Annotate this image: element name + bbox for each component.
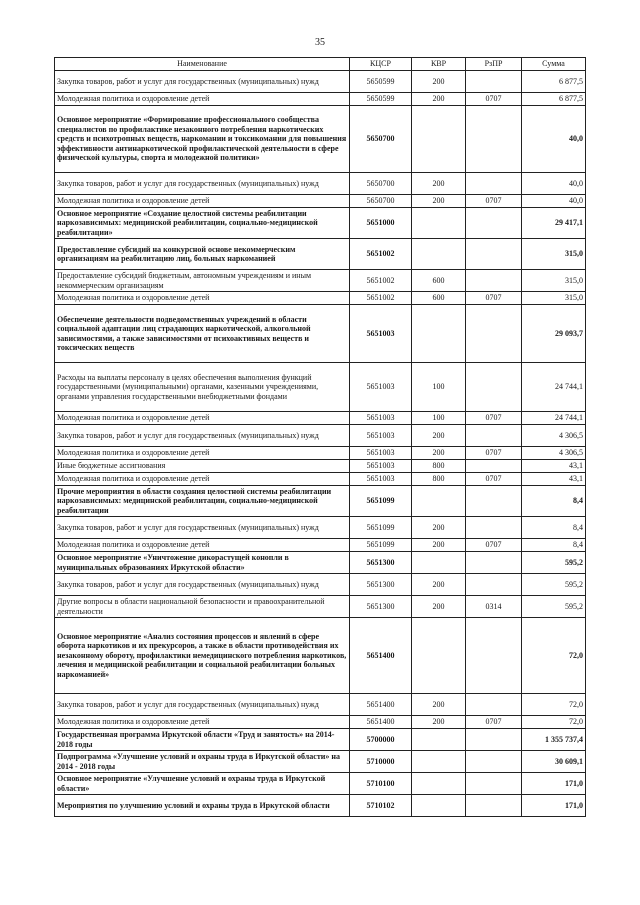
cell-kcsr: 5651000 — [350, 208, 412, 239]
cell-name: Основное мероприятие «Формирование профессионального сообщества специалистов по профилактике незаконного потребления наркотических средств и психотропных веществ, наркомании и токсикомании для повышения эффективности антинаркотической профилактической деятельности в сфере физической культуры, спорта и молодежной политики» — [55, 106, 350, 173]
cell-name: Основное мероприятие «Анализ состояния процессов и явлений в сфере оборота наркотиков и их прекурсоров, а также в области противодействия их незаконному обороту, профилактики немедицинского потребления наркотиков, лечения и медицинской реабилитации и социальной реабилитации больных наркоманией» — [55, 618, 350, 694]
cell-name: Мероприятия по улучшению условий и охраны труда в Иркутской области — [55, 795, 350, 817]
cell-sum: 315,0 — [522, 239, 586, 270]
cell-kcsr: 5651300 — [350, 552, 412, 574]
cell-sum: 8,4 — [522, 486, 586, 517]
cell-kvr — [412, 795, 466, 817]
cell-sum: 595,2 — [522, 552, 586, 574]
cell-kvr: 200 — [412, 517, 466, 539]
cell-sum: 72,0 — [522, 694, 586, 716]
cell-rzpr — [466, 71, 522, 93]
table-row — [55, 93, 586, 106]
cell-name: Закупка товаров, работ и услуг для государственных (муниципальных) нужд — [55, 425, 350, 447]
cell-rzpr — [466, 239, 522, 270]
cell-name: Другие вопросы в области национальной безопасности и правоохранительной деятельности — [55, 596, 350, 618]
cell-sum: 171,0 — [522, 773, 586, 795]
cell-rzpr — [466, 694, 522, 716]
table-row — [55, 447, 586, 460]
cell-sum: 171,0 — [522, 795, 586, 817]
cell-kcsr: 5651002 — [350, 239, 412, 270]
cell-sum: 24 744,1 — [522, 412, 586, 425]
cell-sum: 8,4 — [522, 539, 586, 552]
cell-kvr — [412, 773, 466, 795]
cell-kvr: 100 — [412, 363, 466, 412]
table-row — [55, 460, 586, 473]
cell-kvr: 100 — [412, 412, 466, 425]
cell-rzpr: 0707 — [466, 292, 522, 305]
table-row — [55, 694, 586, 716]
cell-kvr: 600 — [412, 292, 466, 305]
cell-kcsr: 5650599 — [350, 71, 412, 93]
cell-kcsr: 5651003 — [350, 412, 412, 425]
table-body — [55, 71, 586, 817]
cell-kcsr: 5700000 — [350, 729, 412, 751]
cell-rzpr — [466, 795, 522, 817]
cell-sum: 6 877,5 — [522, 71, 586, 93]
cell-kcsr: 5651400 — [350, 618, 412, 694]
cell-sum: 72,0 — [522, 716, 586, 729]
header-sum: Сумма — [522, 58, 586, 71]
cell-sum: 29 093,7 — [522, 305, 586, 363]
table-row — [55, 305, 586, 363]
cell-kcsr: 5651400 — [350, 716, 412, 729]
cell-kcsr: 5651003 — [350, 473, 412, 486]
cell-kcsr: 5710102 — [350, 795, 412, 817]
cell-name: Государственная программа Иркутской области «Труд и занятость» на 2014-2018 годы — [55, 729, 350, 751]
table-header-row — [55, 58, 586, 71]
cell-rzpr — [466, 751, 522, 773]
table-row — [55, 270, 586, 292]
cell-name: Молодежная политика и оздоровление детей — [55, 93, 350, 106]
cell-rzpr: 0314 — [466, 596, 522, 618]
cell-sum: 315,0 — [522, 270, 586, 292]
cell-name: Молодежная политика и оздоровление детей — [55, 473, 350, 486]
table-row — [55, 539, 586, 552]
cell-sum: 595,2 — [522, 596, 586, 618]
cell-kcsr: 5651300 — [350, 596, 412, 618]
table-row — [55, 795, 586, 817]
cell-kcsr: 5651002 — [350, 292, 412, 305]
cell-kcsr: 5710100 — [350, 773, 412, 795]
cell-kvr: 800 — [412, 460, 466, 473]
cell-sum: 40,0 — [522, 106, 586, 173]
cell-kvr — [412, 618, 466, 694]
cell-name: Молодежная политика и оздоровление детей — [55, 195, 350, 208]
cell-kvr: 200 — [412, 596, 466, 618]
cell-kcsr: 5651002 — [350, 270, 412, 292]
cell-kvr — [412, 729, 466, 751]
cell-kvr — [412, 208, 466, 239]
cell-kcsr: 5650599 — [350, 93, 412, 106]
cell-sum: 4 306,5 — [522, 447, 586, 460]
cell-rzpr: 0707 — [466, 473, 522, 486]
table-row — [55, 425, 586, 447]
cell-rzpr: 0707 — [466, 93, 522, 106]
table-row — [55, 716, 586, 729]
header-rzpr: РзПР — [466, 58, 522, 71]
cell-sum: 8,4 — [522, 517, 586, 539]
page-number: 35 — [315, 37, 325, 48]
cell-name: Молодежная политика и оздоровление детей — [55, 292, 350, 305]
cell-sum: 24 744,1 — [522, 363, 586, 412]
table-row — [55, 596, 586, 618]
header-name: Наименование — [55, 58, 350, 71]
cell-name: Молодежная политика и оздоровление детей — [55, 539, 350, 552]
cell-kvr: 200 — [412, 195, 466, 208]
cell-name: Предоставление субсидий бюджетным, автономным учреждениям и иным некоммерческим организациям — [55, 270, 350, 292]
cell-kcsr: 5651003 — [350, 425, 412, 447]
cell-name: Основное мероприятие «Уничтожение дикорастущей конопли в муниципальных образованиях Иркутской области» — [55, 552, 350, 574]
cell-kcsr: 5651099 — [350, 539, 412, 552]
table-row — [55, 173, 586, 195]
cell-kvr — [412, 239, 466, 270]
cell-name: Обеспечение деятельности подведомственных учреждений в области социальной адаптации лиц страдающих наркотической, алкогольной зависимостями, а также зависимостями от психоактивных веществ и токсических веществ — [55, 305, 350, 363]
cell-name: Расходы на выплаты персоналу в целях обеспечения выполнения функций государственными (муниципальными) органами, казенными учреждениями, органами управления государственными внебюджетными фондами — [55, 363, 350, 412]
cell-kcsr: 5651300 — [350, 574, 412, 596]
cell-sum: 29 417,1 — [522, 208, 586, 239]
cell-name: Подпрограмма «Улучшение условий и охраны труда в Иркутской области» на 2014 - 2018 годы — [55, 751, 350, 773]
cell-sum: 40,0 — [522, 173, 586, 195]
cell-sum: 595,2 — [522, 574, 586, 596]
cell-sum: 4 306,5 — [522, 425, 586, 447]
cell-name: Закупка товаров, работ и услуг для государственных (муниципальных) нужд — [55, 71, 350, 93]
cell-rzpr — [466, 729, 522, 751]
table-row — [55, 71, 586, 93]
cell-rzpr — [466, 363, 522, 412]
cell-kvr: 200 — [412, 694, 466, 716]
cell-sum: 315,0 — [522, 292, 586, 305]
cell-rzpr — [466, 517, 522, 539]
cell-kvr: 800 — [412, 473, 466, 486]
cell-kvr: 200 — [412, 447, 466, 460]
table-row — [55, 208, 586, 239]
cell-sum: 6 877,5 — [522, 93, 586, 106]
cell-kcsr: 5651003 — [350, 447, 412, 460]
cell-name: Молодежная политика и оздоровление детей — [55, 716, 350, 729]
cell-rzpr — [466, 425, 522, 447]
cell-kvr: 200 — [412, 71, 466, 93]
cell-kvr: 200 — [412, 574, 466, 596]
cell-rzpr: 0707 — [466, 412, 522, 425]
cell-kvr — [412, 552, 466, 574]
cell-name: Предоставление субсидий на конкурсной основе некоммерческим организациям на реабилитацию лиц, больных наркоманией — [55, 239, 350, 270]
table-row — [55, 486, 586, 517]
cell-rzpr — [466, 305, 522, 363]
table-row — [55, 618, 586, 694]
cell-rzpr: 0707 — [466, 447, 522, 460]
table-row — [55, 363, 586, 412]
table-row — [55, 473, 586, 486]
cell-kcsr: 5651003 — [350, 305, 412, 363]
table-row — [55, 412, 586, 425]
budget-table — [54, 57, 586, 817]
table-row — [55, 106, 586, 173]
cell-sum: 43,1 — [522, 460, 586, 473]
table-row — [55, 517, 586, 539]
cell-name: Молодежная политика и оздоровление детей — [55, 447, 350, 460]
cell-name: Молодежная политика и оздоровление детей — [55, 412, 350, 425]
table-row — [55, 292, 586, 305]
cell-name: Закупка товаров, работ и услуг для государственных (муниципальных) нужд — [55, 574, 350, 596]
cell-kvr — [412, 486, 466, 517]
cell-kcsr: 5651003 — [350, 460, 412, 473]
cell-kvr: 200 — [412, 173, 466, 195]
cell-rzpr — [466, 618, 522, 694]
cell-sum: 30 609,1 — [522, 751, 586, 773]
cell-rzpr — [466, 486, 522, 517]
cell-name: Закупка товаров, работ и услуг для государственных (муниципальных) нужд — [55, 694, 350, 716]
table-row — [55, 552, 586, 574]
cell-rzpr — [466, 552, 522, 574]
cell-kcsr: 5650700 — [350, 106, 412, 173]
cell-rzpr — [466, 270, 522, 292]
cell-kcsr: 5651099 — [350, 486, 412, 517]
cell-kcsr: 5710000 — [350, 751, 412, 773]
cell-sum: 72,0 — [522, 618, 586, 694]
cell-sum: 43,1 — [522, 473, 586, 486]
cell-kcsr: 5650700 — [350, 195, 412, 208]
cell-name: Иные бюджетные ассигнования — [55, 460, 350, 473]
cell-kvr — [412, 751, 466, 773]
header-kcsr: КЦСР — [350, 58, 412, 71]
table-row — [55, 751, 586, 773]
cell-name: Закупка товаров, работ и услуг для государственных (муниципальных) нужд — [55, 173, 350, 195]
cell-name: Основное мероприятие «Создание целостной системы реабилитации наркозависимых: медицинской реабилитации, социально-медицинской реабилитации» — [55, 208, 350, 239]
cell-rzpr: 0707 — [466, 716, 522, 729]
cell-kvr: 200 — [412, 93, 466, 106]
cell-kcsr: 5650700 — [350, 173, 412, 195]
cell-rzpr — [466, 208, 522, 239]
table-row — [55, 239, 586, 270]
cell-name: Прочие мероприятия в области создания целостной системы реабилитации наркозависимых: медицинской реабилитации, социально-медицинской реабилитации — [55, 486, 350, 517]
table-row — [55, 574, 586, 596]
cell-kcsr: 5651400 — [350, 694, 412, 716]
header-kvr: КВР — [412, 58, 466, 71]
cell-kvr — [412, 106, 466, 173]
cell-kvr — [412, 305, 466, 363]
cell-kvr: 600 — [412, 270, 466, 292]
table-row — [55, 773, 586, 795]
cell-rzpr: 0707 — [466, 195, 522, 208]
cell-name: Основное мероприятие «Улучшение условий и охраны труда в Иркутской области» — [55, 773, 350, 795]
cell-rzpr — [466, 106, 522, 173]
cell-rzpr — [466, 460, 522, 473]
cell-kcsr: 5651099 — [350, 517, 412, 539]
table-row — [55, 195, 586, 208]
cell-kvr: 200 — [412, 716, 466, 729]
cell-kvr: 200 — [412, 425, 466, 447]
cell-rzpr — [466, 773, 522, 795]
cell-kvr: 200 — [412, 539, 466, 552]
cell-name: Закупка товаров, работ и услуг для государственных (муниципальных) нужд — [55, 517, 350, 539]
cell-sum: 40,0 — [522, 195, 586, 208]
table-row — [55, 729, 586, 751]
cell-rzpr — [466, 574, 522, 596]
cell-rzpr — [466, 173, 522, 195]
cell-sum: 1 355 737,4 — [522, 729, 586, 751]
cell-rzpr: 0707 — [466, 539, 522, 552]
cell-kcsr: 5651003 — [350, 363, 412, 412]
